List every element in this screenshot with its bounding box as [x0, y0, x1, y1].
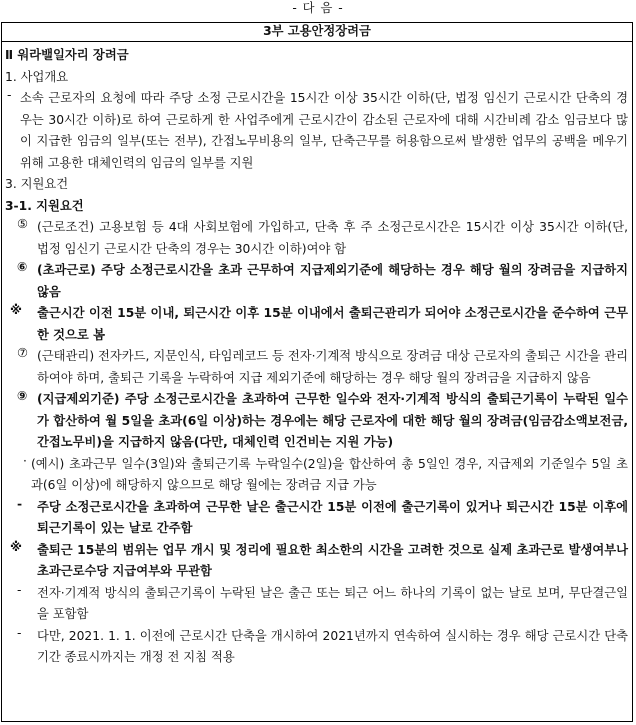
- item-5: [5, 217, 628, 260]
- example-item: [5, 454, 628, 497]
- overview-text: 소속 근로자의 요청에 따라 주당 소정 근로시간을 15시간 이상 35시간 이하(단, 법정 임신기 근로시간 단축의 경우는 30시간 이하)로 하여 근로하게 한 사업주에게 근로시간이 감소된 근로자에 대해 시간비례 감소 임금보다 많이 지급한 임금의 일부(또는 전부), 간접노무비용의 일부, 단축근무를 허용함으로써 발생한 업무의 공백을 메우기 위해 고용한 대체인력의 임금의 일부를 지원: [20, 91, 628, 170]
- subheading-requirements: 3-1. 지원요건: [5, 198, 84, 213]
- item-text: (근로조건) 고용보험 등 4대 사회보험에 가입하고, 단축 후 주 소정근로시간은 15시간 이상 35시간 이하(단, 법정 임신기 근로시간 단축의 경우는 30시간 이하)여야 함: [37, 220, 628, 256]
- note-item-range: [5, 540, 628, 583]
- heading-requirements: 3. 지원요건: [5, 177, 69, 191]
- page-heading: - 다 음 -: [292, 1, 344, 15]
- heading-overview: 1. 사업개요: [5, 69, 69, 84]
- note-item: [5, 303, 628, 346]
- section-title: Ⅱ 워라밸일자리 장려금: [5, 48, 129, 62]
- dash-item-transition: [5, 626, 628, 669]
- item-text: (초과근로) 주당 소정근로시간을 초과 근무하여 지급제외기준에 해당하는 경우 해당 월의 장려금을 지급하지 않음: [37, 263, 628, 299]
- dash-marker: -: [17, 625, 22, 640]
- item-marker: ⑨: [17, 389, 28, 403]
- item-9: [5, 389, 628, 454]
- item-text: (근태관리) 전자카드, 지문인식, 타임레코드 등 전자·기계적 방식으로 장려금 대상 근로자의 출퇴근 시간을 관리하여야 하며, 출퇴근 기록을 누락하여 지급 제외기준에 해당하는 경우 해당 월의 장려금을 지급하지 않음: [37, 349, 628, 385]
- overview-paragraph: [5, 88, 628, 174]
- item-marker: ⑤: [17, 217, 29, 231]
- note-marker: ※: [10, 539, 22, 554]
- dash-item-missing: [5, 583, 628, 626]
- example-marker: ·: [23, 453, 27, 468]
- dash-item-overtime: [5, 497, 628, 540]
- document-content: [2, 42, 632, 669]
- item-text: (지급제외기준) 주당 소정근로시간을 초과하여 근무한 일수와 전자·기계적 방식의 출퇴근기록이 누락된 일수가 합산하여 월 5일을 초과(6일 이상)하는 경우에는 해당 근로자에 대한 해당 월의 장려금(임금감소액보전금, 간접노무비)을 지급하지 않음(다만, 대체인력 인건비는 지원 가능): [37, 392, 628, 449]
- item-marker: ⑦: [17, 346, 29, 360]
- example-text: (예시) 초과근무 일수(3일)와 출퇴근기록 누락일수(2일)을 합산하여 총 5일인 경우, 지급제외 기준일수 5일 초과(6일 이상)에 해당하지 않으므로 해당 월에는 장려금 지급 가능: [31, 456, 628, 492]
- note-marker: ※: [10, 303, 22, 317]
- item-7: [5, 346, 628, 389]
- document-box: [1, 22, 633, 722]
- dash-marker: -: [17, 582, 22, 597]
- note-text: 출근시간 이전 15분 이내, 퇴근시간 이후 15분 이내에서 출퇴근관리가 되어야 소정근로시간을 준수하여 근무한 것으로 봄: [37, 306, 628, 342]
- bullet-marker: -: [7, 88, 12, 102]
- dash-marker: -: [17, 496, 23, 511]
- item-6: [5, 260, 628, 303]
- dash-text: 주당 소정근로시간을 초과하여 근무한 날은 출근시간 15분 이전에 출근기록이 있거나 퇴근시간 15분 이후에 퇴근기록이 있는 날로 간주함: [37, 499, 628, 535]
- box-title: 3부 고용안정장려금: [2, 23, 632, 42]
- dash-text: 다만, 2021. 1. 1. 이전에 근로시간 단축을 개시하여 2021년까지 연속하여 실시하는 경우 해당 근로시간 단축기간 종료시까지는 개정 전 지침 적용: [37, 628, 628, 664]
- item-marker: ⑥: [17, 260, 28, 274]
- dash-text: 전자·기계적 방식의 출퇴근기록이 누락된 날은 출근 또는 퇴근 어느 하나의 기록이 없는 날로 보며, 무단결근일을 포함함: [37, 585, 628, 621]
- note-text: 출퇴근 15분의 범위는 업무 개시 및 정리에 필요한 최소한의 시간을 고려한 것으로 실제 초과근로 발생여부나 초과근로수당 지급여부와 무관함: [37, 542, 628, 578]
